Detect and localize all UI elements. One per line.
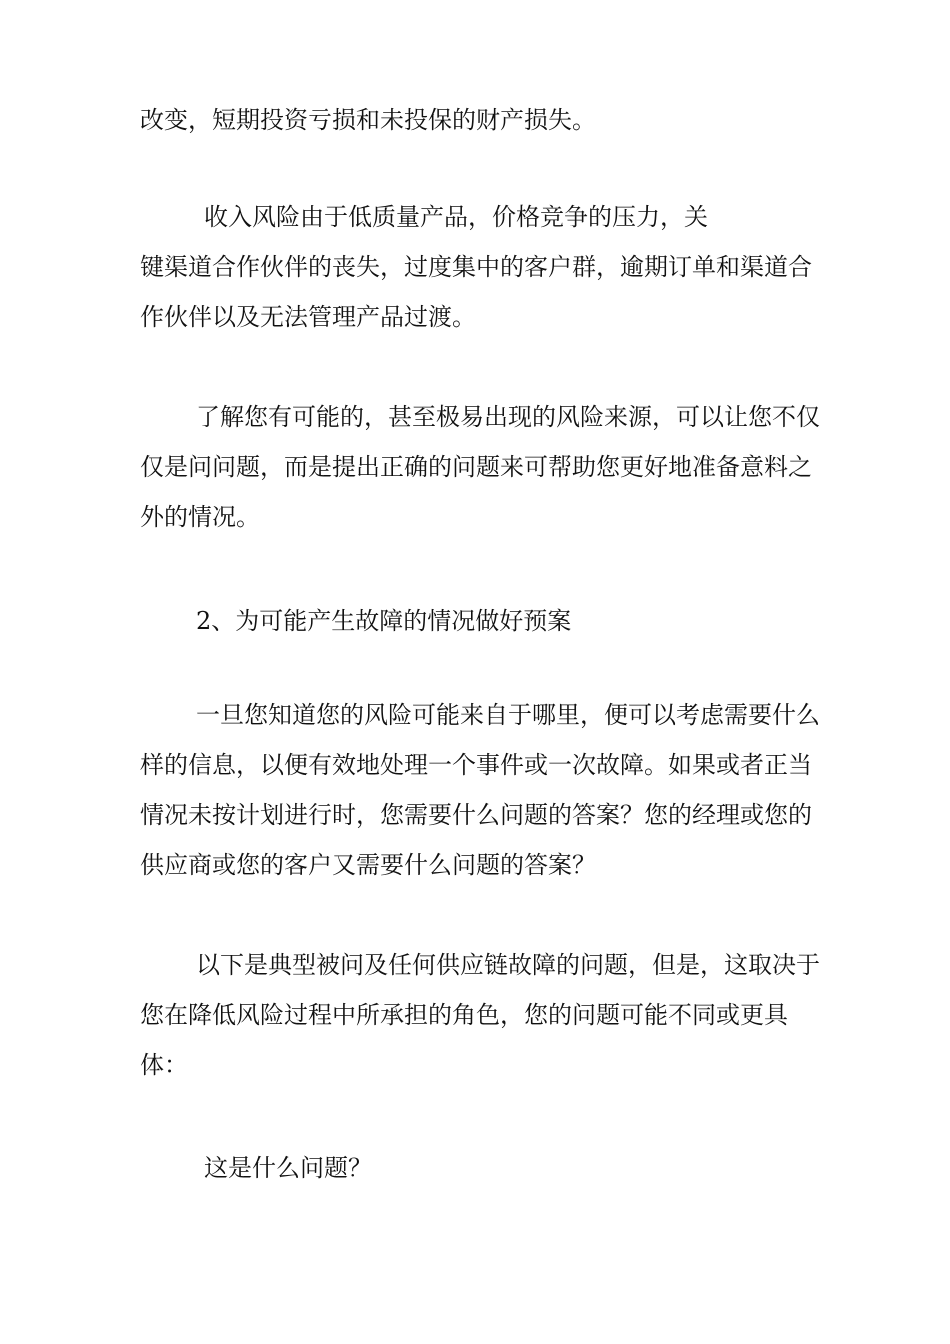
paragraph-typical-questions: 以下是典型被问及任何供应链故障的问题，但是，这取决于您在降低风险过程中所承担的角色，您的问题可能不同或更具体：	[140, 951, 820, 1079]
paragraph-income-risk-line1: 收入风险由于低质量产品，价格竞争的压力，关	[204, 203, 708, 231]
paragraph-property-loss: 改变，短期投资亏损和未投保的财产损失。	[140, 106, 596, 134]
section-heading-contingency-plan: 2、为可能产生故障的情况做好预案	[196, 607, 572, 635]
paragraph-risk-sources: 了解您有可能的，甚至极易出现的风险来源，可以让您不仅仅是问问题，而是提出正确的问题来可帮助您更好地准备意料之外的情况。	[140, 403, 820, 531]
paragraph-income-risk-rest: 键渠道合作伙伴的丧失，过度集中的客户群，逾期订单和渠道合作伙伴以及无法管理产品过渡。	[140, 253, 812, 331]
paragraph-information-needs: 一旦您知道您的风险可能来自于哪里，便可以考虑需要什么样的信息，以便有效地处理一个事件或一次故障。如果或者正当情况未按计划进行时，您需要什么问题的答案？您的经理或您的供应商或您的客户又需要什么问题的答案？	[140, 701, 820, 879]
paragraph-income-risk	[140, 192, 820, 342]
paragraph-what-problem: 这是什么问题？	[204, 1154, 372, 1182]
